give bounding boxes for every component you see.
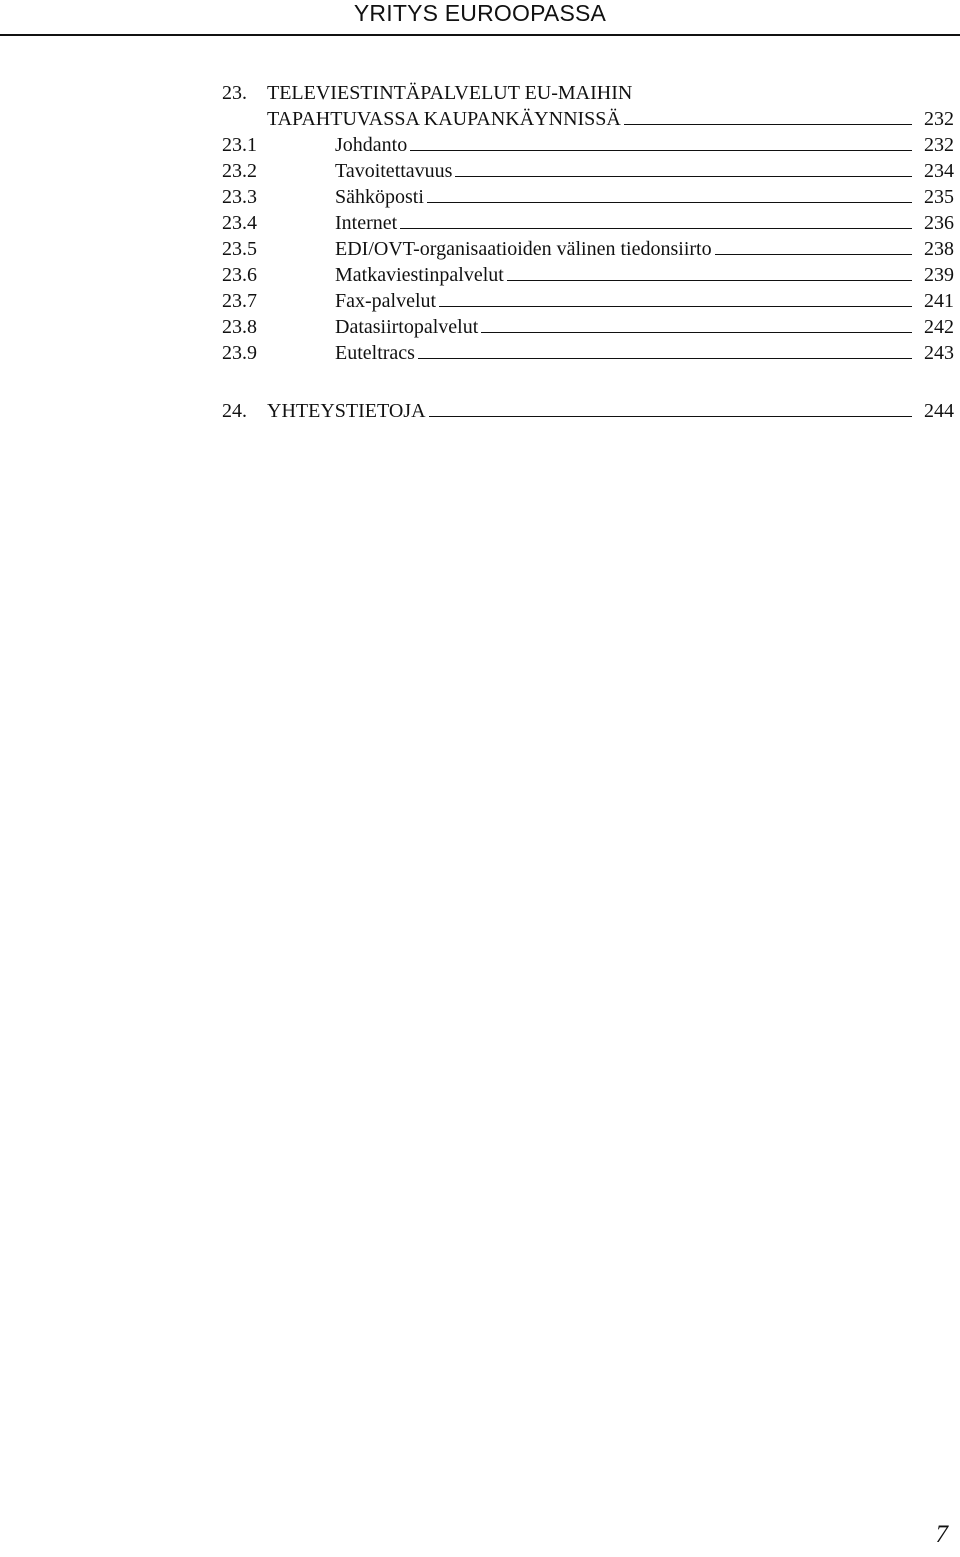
toc-page-number: 232 — [924, 134, 954, 156]
toc-section-number: 23.9 — [222, 342, 257, 364]
toc-section — [222, 184, 954, 210]
toc-section — [222, 236, 954, 262]
dot-leader — [481, 331, 912, 333]
toc-page-number: 242 — [924, 316, 954, 338]
toc-page-number: 238 — [924, 238, 954, 260]
toc-section — [222, 210, 954, 236]
toc-page-number: 239 — [924, 264, 954, 286]
toc-section-title: EDI/OVT-organisaatioiden välinen tiedonsiirto — [335, 238, 712, 260]
toc-chapter-title: TELEVIESTINTÄPALVELUT EU-MAIHIN — [267, 82, 633, 104]
toc-section-number: 23.1 — [222, 134, 257, 156]
toc-chapter-title: YHTEYSTIETOJA — [267, 400, 426, 422]
toc-chapter-24 — [222, 398, 954, 424]
toc-section — [222, 288, 954, 314]
toc-page-number: 236 — [924, 212, 954, 234]
toc-section-title: Internet — [335, 212, 398, 234]
toc-chapter-title-continued: TAPAHTUVASSA KAUPANKÄYNNISSÄ — [267, 108, 621, 130]
dot-leader — [715, 253, 912, 255]
toc-section-title: Johdanto — [335, 134, 408, 156]
toc-section-number: 23.4 — [222, 212, 257, 234]
dot-leader — [439, 305, 912, 307]
toc-section-number: 23.6 — [222, 264, 257, 286]
dot-leader — [418, 357, 912, 359]
toc-section-title: Tavoitettavuus — [335, 160, 453, 182]
toc-section-number: 23.3 — [222, 186, 257, 208]
dot-leader — [429, 415, 912, 417]
toc-page-number: 232 — [924, 108, 954, 130]
dot-leader — [507, 279, 912, 281]
toc-chapter-number: 23. — [222, 82, 247, 104]
toc-page-number: 234 — [924, 160, 954, 182]
dot-leader — [455, 175, 912, 177]
toc-section — [222, 314, 954, 340]
toc-section-title: Fax-palvelut — [335, 290, 437, 312]
toc-chapter-number: 24. — [222, 400, 247, 422]
toc-section — [222, 262, 954, 288]
dot-leader — [410, 149, 912, 151]
toc-section — [222, 132, 954, 158]
toc-section — [222, 158, 954, 184]
toc-section-number: 23.7 — [222, 290, 257, 312]
toc-section — [222, 340, 954, 366]
dot-leader — [624, 123, 912, 125]
table-of-contents — [222, 80, 954, 424]
page-number: 7 — [935, 1521, 948, 1548]
toc-page-number: 241 — [924, 290, 954, 312]
toc-section-number: 23.5 — [222, 238, 257, 260]
toc-page-number: 243 — [924, 342, 954, 364]
toc-section-title: Matkaviestinpalvelut — [335, 264, 504, 286]
toc-section-title: Sähköposti — [335, 186, 424, 208]
toc-page-number: 235 — [924, 186, 954, 208]
dot-leader — [427, 201, 912, 203]
toc-section-title: Euteltracs — [335, 342, 415, 364]
toc-chapter-23-line2 — [222, 106, 954, 132]
header-divider — [0, 34, 960, 36]
toc-chapter-23-line1 — [222, 80, 954, 106]
toc-section-number: 23.2 — [222, 160, 257, 182]
dot-leader — [400, 227, 912, 229]
toc-section-number: 23.8 — [222, 316, 257, 338]
toc-page-number: 244 — [924, 400, 954, 422]
toc-section-title: Datasiirtopalvelut — [335, 316, 479, 338]
page-header-title: YRITYS EUROOPASSA — [353, 0, 607, 26]
